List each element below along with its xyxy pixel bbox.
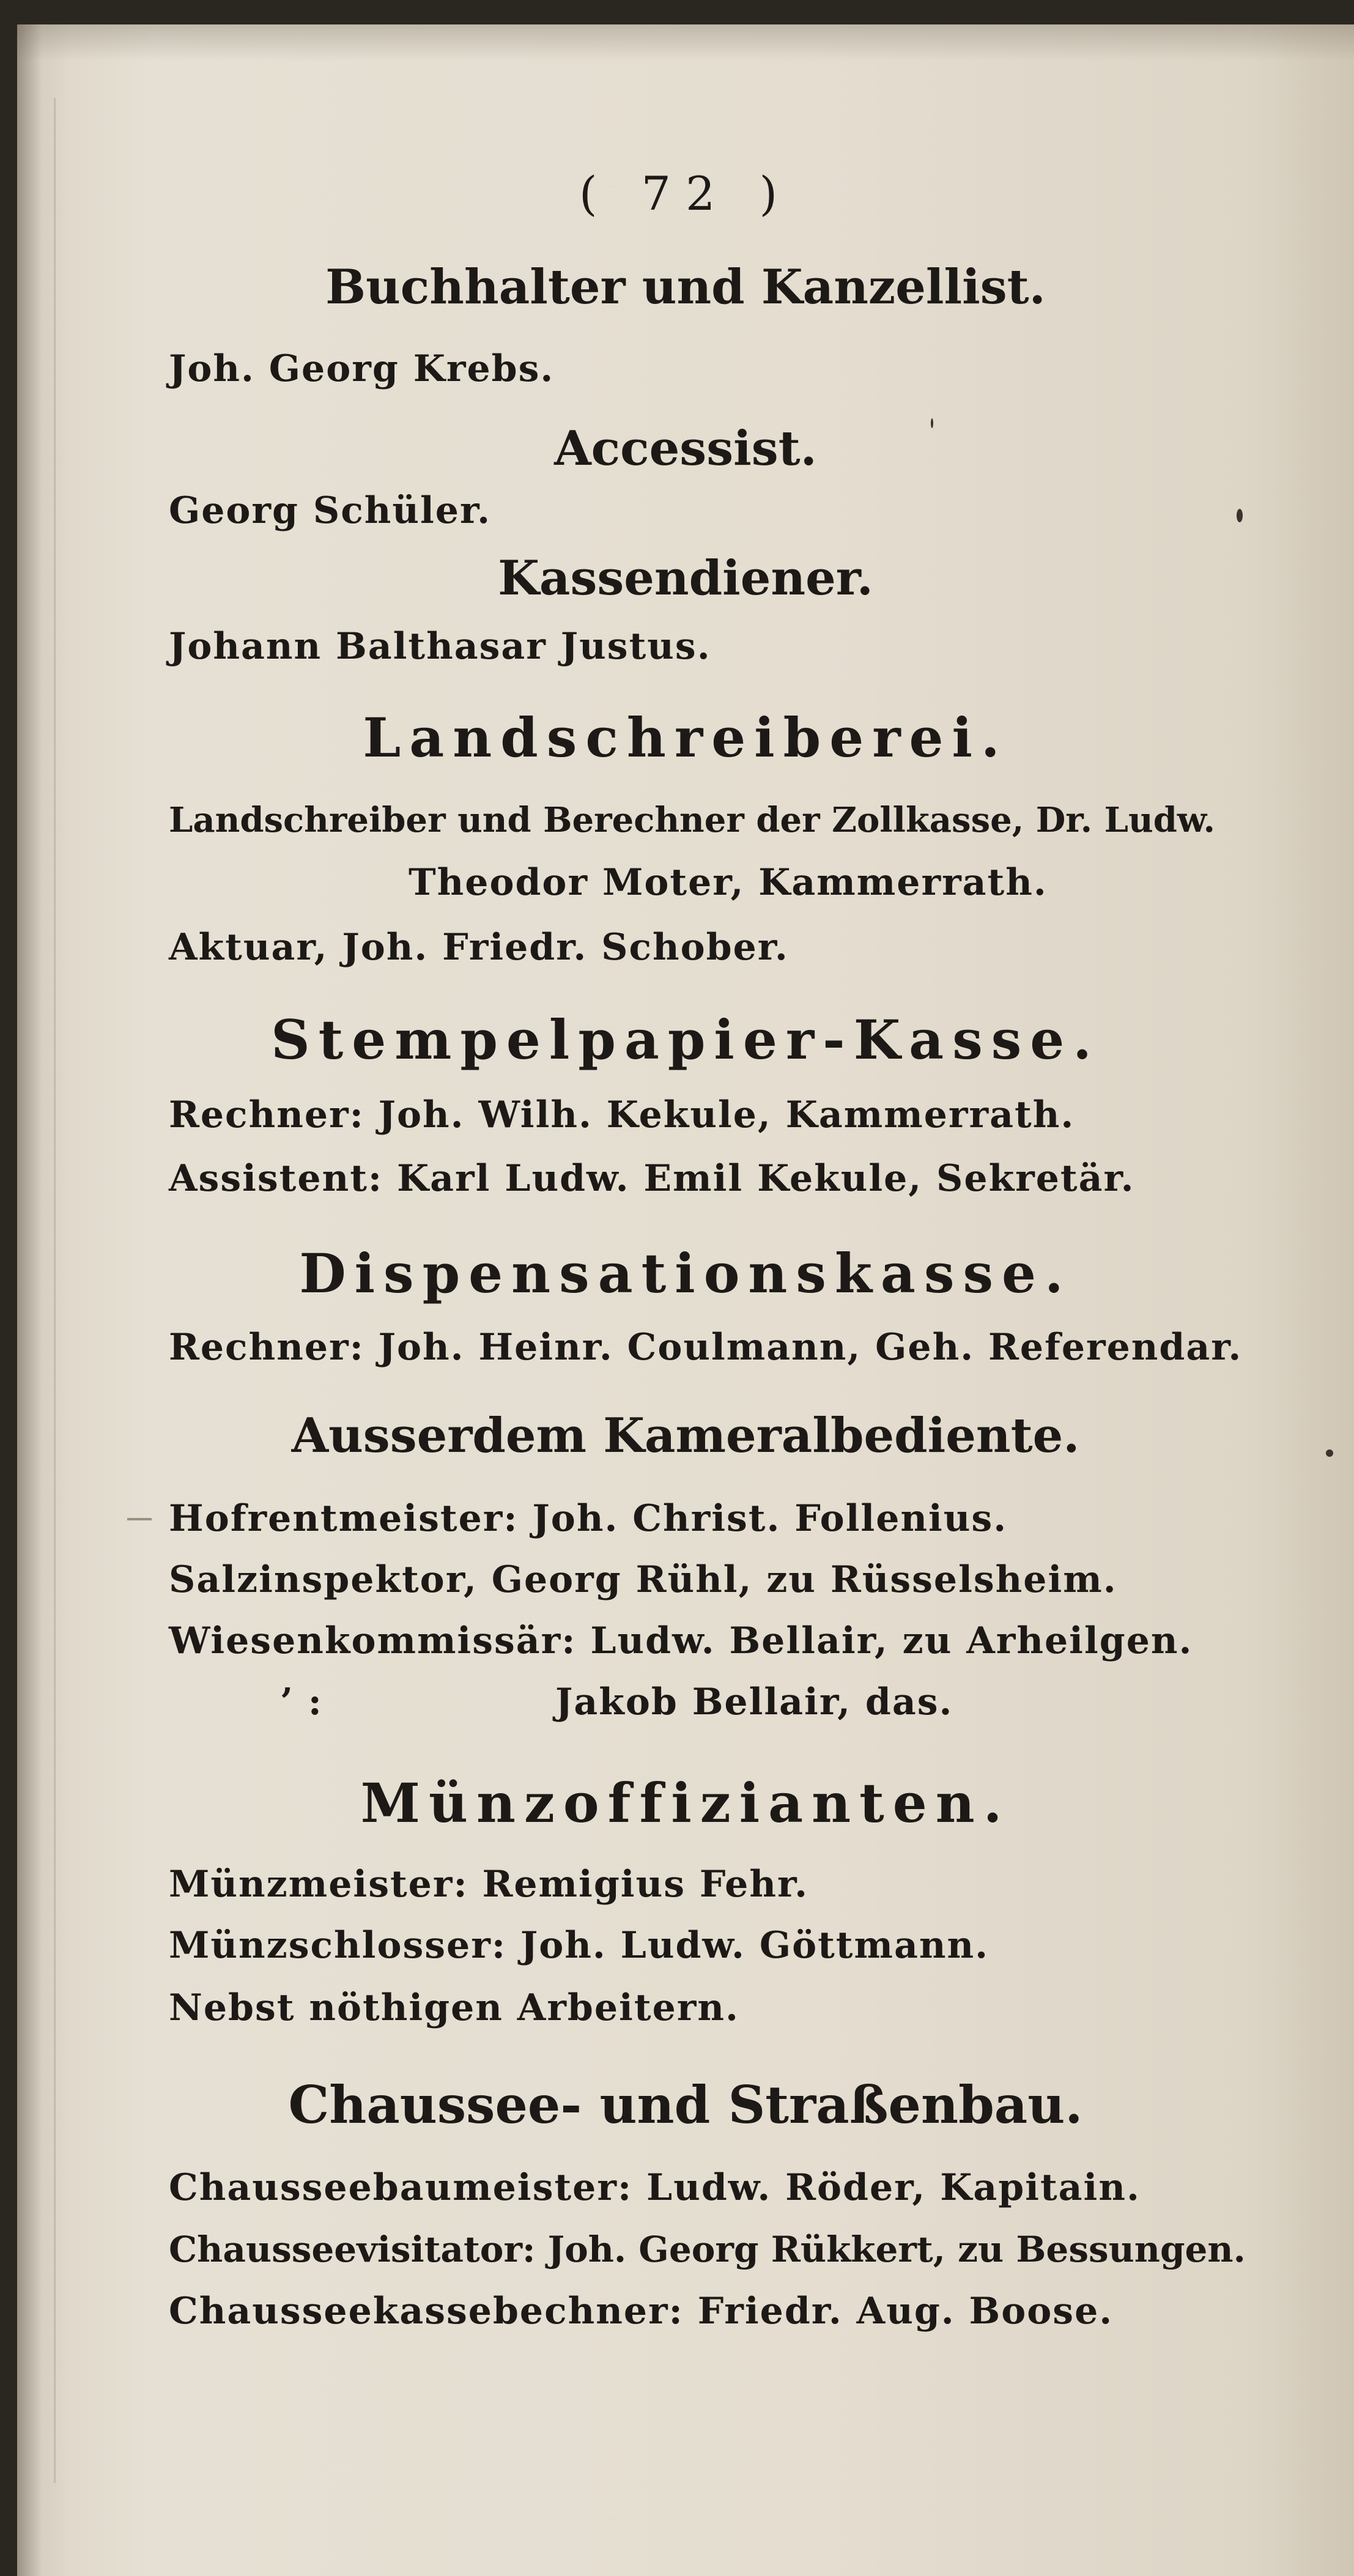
section-heading-kassendiener: Kassendiener.: [498, 550, 873, 606]
section-heading-landschreiberei: Landschreiberei.: [363, 706, 1008, 769]
entry-kassebechner: Chausseekassebechner: Friedr. Aug. Boose.: [169, 2290, 1114, 2333]
entry-justus: Johann Balthasar Justus.: [169, 625, 711, 668]
entry-muenzmeister: Münzmeister: Remigius Fehr.: [169, 1863, 808, 1906]
section-heading-stempelpapier: Stempelpapier-Kasse.: [271, 1008, 1100, 1071]
entry-chausseebaumeister: Chausseebaumeister: Ludw. Röder, Kapitain.: [169, 2166, 1141, 2209]
entry-assistent-kekule: Assistent: Karl Ludw. Emil Kekule, Sekretär.: [169, 1157, 1135, 1200]
entry-rechner-coulmann: Rechner: Joh. Heinr. Coulmann, Geh. Referendar.: [169, 1326, 1243, 1369]
ink-speck: [1326, 1449, 1333, 1457]
ink-speck: [931, 418, 933, 428]
section-heading-accessist: Accessist.: [554, 421, 817, 476]
entry-chausseevisitator: Chausseevisitator: Joh. Georg Rükkert, zu Bessungen.: [169, 2229, 1246, 2270]
entry-aktuar: Aktuar, Joh. Friedr. Schober.: [169, 926, 789, 969]
entry-rechner-kekule: Rechner: Joh. Wilh. Kekule, Kammerrath.: [169, 1094, 1075, 1136]
margin-dash: [127, 1518, 152, 1520]
entry-krebs: Joh. Georg Krebs.: [169, 347, 555, 390]
section-heading-muenzoffizianten: Münzoffizianten.: [360, 1771, 1011, 1835]
section-heading-buchhalter: Buchhalter und Kanzellist.: [325, 259, 1046, 315]
entry-wiesenkommissaer: Wiesenkommissär: Ludw. Bellair, zu Arheilgen.: [169, 1619, 1193, 1662]
ditto-marks: ’ :: [280, 1681, 323, 1723]
section-heading-dispensationskasse: Dispensationskasse.: [299, 1242, 1072, 1305]
entry-muenzschlosser: Münzschlosser: Joh. Ludw. Göttmann.: [169, 1924, 990, 1967]
entry-salzinspektor: Salzinspektor, Georg Rühl, zu Rüsselsheim.: [169, 1558, 1117, 1601]
entry-schueler: Georg Schüler.: [169, 489, 491, 532]
entry-moter: Theodor Moter, Kammerrath.: [409, 861, 1048, 904]
entry-arbeiter: Nebst nöthigen Arbeitern.: [169, 1986, 739, 2029]
section-heading-chausseebau: Chaussee- und Straßenbau.: [288, 2074, 1083, 2135]
entry-landschreiber: Landschreiber und Berechner der Zollkasse, Dr. Ludw.: [169, 800, 1215, 840]
section-heading-kameralbediente: Ausserdem Kameralbediente.: [291, 1408, 1080, 1464]
entry-jakob-bellair: Jakob Bellair, das.: [555, 1681, 953, 1723]
ink-speck: [1237, 509, 1243, 522]
page-number: ( 72 ): [579, 166, 793, 221]
entry-hofrentmeister: Hofrentmeister: Joh. Christ. Follenius.: [169, 1497, 1008, 1540]
book-page: [17, 24, 1354, 2576]
